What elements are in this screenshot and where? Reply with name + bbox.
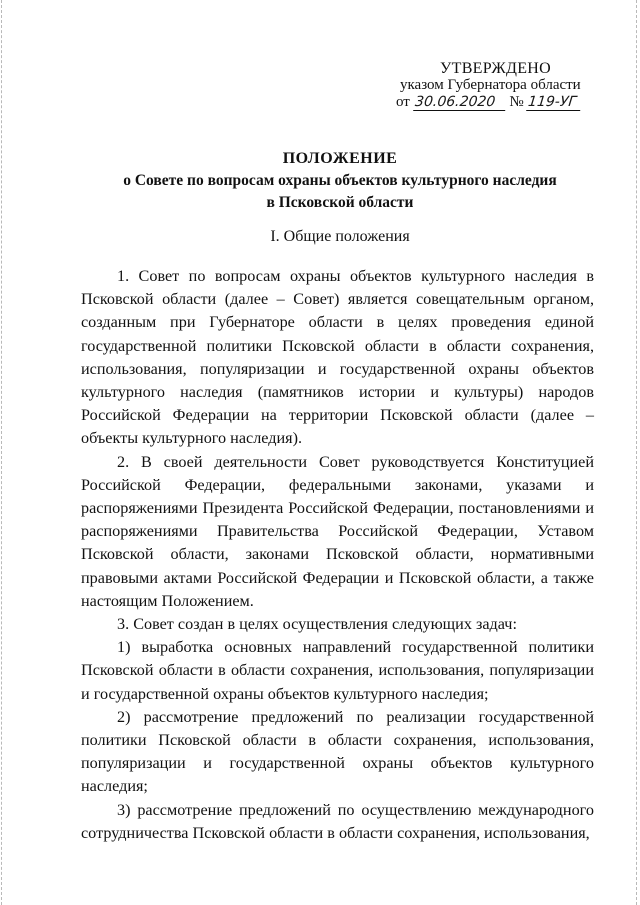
approval-date: 30.06.2020 xyxy=(413,95,507,111)
paragraph-task-1: 1) выработка основных направлений государственной политики Псковской области в области сохранения, использования, популяризации и государственной охраны объектов культурного наследия; xyxy=(81,638,594,703)
paragraph-task-3: 3) рассмотрение предложений по осуществлению международного сотрудничества Псковской области в области сохранения, использования, xyxy=(81,800,594,842)
document-title-line-1: ПОЛОЖЕНИЕ xyxy=(282,150,398,167)
document-title-line-3: в Псковской области xyxy=(266,194,414,211)
paragraph-1: 1. Совет по вопросам охраны объектов культурного наследия в Псковской области (далее – Совет) является совещательным органом, созданным при Губернаторе области в целях проведения единой государственной политики Псковской области в области сохранения, использования, популяризации и государственной охраны объектов культурного наследия (памятников истории и культуры) народов Российской Федерации на территории Псковской области (далее – объекты культурного наследия). xyxy=(81,267,594,448)
scan-edge-left xyxy=(1,0,4,905)
paragraph-2: 2. В своей деятельности Совет руководствуется Конституцией Российской Федерации, федеральными законами, указами и распоряжениями Президента Российской Федерации, постановлениями и распоряжениями Правительства Российской Федерации, Уставом Псковской области, законами Псковской области, нормативными правовыми актами Российской Федерации и Псковской области, а также настоящим Положением. xyxy=(81,452,594,610)
approval-stamp xyxy=(396,60,596,111)
approval-number: 119-УГ xyxy=(527,95,583,111)
document-title-line-2: о Совете по вопросам охраны объектов культурного наследия xyxy=(123,172,557,189)
document-title xyxy=(60,148,620,214)
approval-date-line xyxy=(396,94,596,111)
approval-heading: УТВЕРЖДЕНО xyxy=(440,60,552,77)
paragraph-3: 3. Совет создан в целях осуществления следующих задач: xyxy=(117,615,517,634)
approval-number-label: № xyxy=(509,94,524,110)
section-title: I. Общие положения xyxy=(270,228,410,245)
document-body xyxy=(81,262,594,845)
paragraph-task-2: 2) рассмотрение предложений по реализации государственной политики Псковской области в области сохранения, использования, популяризации и государственной охраны объектов культурного наследия; xyxy=(81,707,594,796)
scan-edge-right xyxy=(636,0,639,905)
approval-from-label: от xyxy=(396,94,410,110)
approval-by: указом Губернатора области xyxy=(400,77,581,93)
